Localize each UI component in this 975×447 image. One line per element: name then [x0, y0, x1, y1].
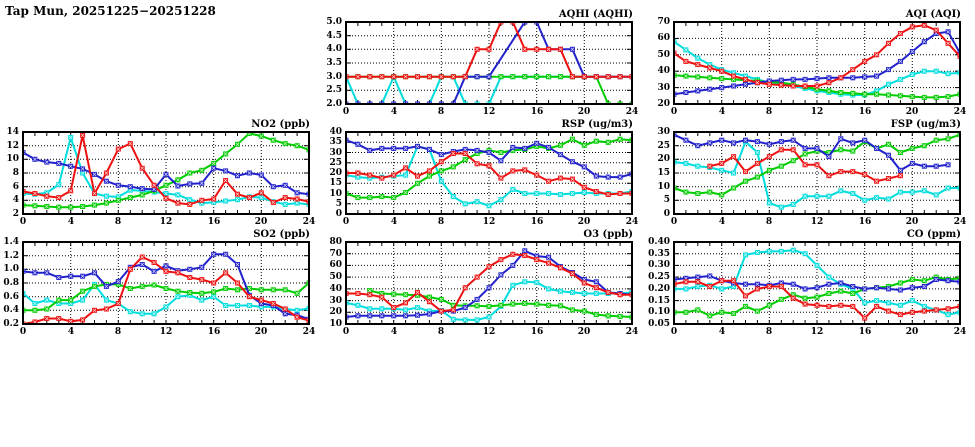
o3-x-tick-label: 16	[530, 327, 544, 337]
fsp-y-tick-label: 15	[657, 168, 670, 178]
fsp-y-tick-label: 0	[663, 209, 670, 219]
fsp-y-tick-label: 20	[657, 154, 670, 164]
rsp-y-tick-label: 40	[329, 127, 342, 137]
aqi-chart	[657, 9, 967, 117]
o3-chart	[329, 229, 639, 337]
aqi-y-tick-label: 50	[657, 50, 670, 60]
aqi-x-tick-label: 8	[765, 107, 773, 117]
co-y-tick-label: 0.25	[648, 272, 670, 282]
co-x-tick-label: 12	[810, 327, 824, 337]
aqhi-y-tick-label: 2.0	[326, 99, 342, 109]
o3-y-tick-label: 30	[329, 296, 342, 306]
rsp-y-tick-label: 0	[335, 209, 342, 219]
fsp-x-tick-label: 20	[905, 217, 919, 227]
no2-y-tick-label: 8	[12, 168, 19, 178]
rsp-x-tick-label: 24	[625, 217, 639, 227]
no2-x-tick-label: 24	[302, 217, 316, 227]
aqi-chart-title: AQI (AQI)	[905, 9, 961, 20]
co-chart	[648, 229, 967, 337]
aqhi-plot	[345, 21, 633, 105]
no2-y-tick-label: 4	[12, 195, 19, 205]
no2-y-tick-label: 6	[12, 182, 19, 192]
aqhi-x-tick-label: 12	[482, 107, 496, 117]
fsp-y-tick-label: 10	[657, 182, 670, 192]
co-x-tick-label: 24	[953, 327, 967, 337]
so2-y-tick-label: 1.4	[3, 237, 19, 247]
aqi-plot	[673, 21, 961, 105]
fsp-x-tick-label: 12	[810, 217, 824, 227]
fsp-chart-title: FSP (ug/m3)	[890, 119, 961, 130]
page-title: Tap Mun, 20251225−20251228	[5, 4, 216, 18]
no2-chart-title: NO2 (ppb)	[251, 119, 310, 130]
so2-x-tick-label: 12	[159, 327, 173, 337]
rsp-y-tick-label: 20	[329, 168, 342, 178]
o3-y-tick-label: 60	[329, 260, 342, 270]
rsp-y-tick-label: 30	[329, 148, 342, 158]
aqi-x-tick-label: 0	[670, 107, 678, 117]
no2-y-tick-label: 12	[6, 141, 19, 151]
so2-x-tick-label: 4	[67, 327, 75, 337]
aqhi-x-tick-label: 20	[577, 107, 591, 117]
aqhi-x-tick-label: 16	[530, 107, 544, 117]
aqi-y-tick-label: 40	[657, 66, 670, 76]
o3-chart-title: O3 (ppb)	[583, 229, 633, 240]
so2-y-tick-label: 1.0	[3, 264, 19, 274]
co-y-tick-label: 0.35	[648, 249, 670, 259]
rsp-x-tick-label: 0	[342, 217, 350, 227]
aqi-y-tick-label: 60	[657, 33, 670, 43]
co-x-tick-label: 8	[765, 327, 773, 337]
aqhi-y-tick-label: 3.0	[326, 72, 342, 82]
o3-y-tick-label: 10	[329, 319, 342, 329]
no2-x-tick-label: 16	[207, 217, 221, 227]
so2-y-tick-label: 1.2	[3, 251, 19, 261]
no2-x-tick-label: 20	[254, 217, 268, 227]
co-y-tick-label: 0.05	[648, 319, 670, 329]
aqhi-chart-title: AQHI (AQHI)	[558, 9, 633, 20]
fsp-plot	[673, 131, 961, 215]
so2-x-tick-label: 0	[19, 327, 27, 337]
fsp-x-tick-label: 4	[718, 217, 726, 227]
so2-y-tick-label: 0.4	[3, 305, 19, 315]
aqi-x-tick-label: 12	[810, 107, 824, 117]
aqhi-y-tick-label: 4.5	[326, 31, 342, 41]
co-chart-title: CO (ppm)	[906, 229, 961, 240]
fsp-x-tick-label: 16	[858, 217, 872, 227]
o3-x-tick-label: 24	[625, 327, 639, 337]
fsp-y-tick-label: 25	[657, 141, 670, 151]
o3-y-tick-label: 40	[329, 284, 342, 294]
co-x-tick-label: 0	[670, 327, 678, 337]
aqhi-y-tick-label: 3.5	[326, 58, 342, 68]
no2-x-tick-label: 0	[19, 217, 27, 227]
so2-chart-title: SO2 (ppb)	[253, 229, 310, 240]
no2-x-tick-label: 12	[159, 217, 173, 227]
fsp-x-tick-label: 0	[670, 217, 678, 227]
rsp-x-tick-label: 12	[482, 217, 496, 227]
rsp-x-tick-label: 20	[577, 217, 591, 227]
rsp-plot	[345, 131, 633, 215]
aqi-y-tick-label: 30	[657, 83, 670, 93]
so2-x-tick-label: 24	[302, 327, 316, 337]
aqi-y-tick-label: 20	[657, 99, 670, 109]
no2-chart	[6, 119, 316, 227]
no2-y-tick-label: 14	[6, 127, 19, 137]
fsp-chart	[657, 119, 967, 227]
rsp-x-tick-label: 16	[530, 217, 544, 227]
rsp-x-tick-label: 4	[390, 217, 398, 227]
rsp-chart-title: RSP (ug/m3)	[561, 119, 633, 130]
aqhi-x-tick-label: 0	[342, 107, 350, 117]
o3-x-tick-label: 4	[390, 327, 398, 337]
so2-x-tick-label: 16	[207, 327, 221, 337]
co-plot	[673, 241, 961, 325]
aqi-x-tick-label: 20	[905, 107, 919, 117]
fsp-x-tick-label: 24	[953, 217, 967, 227]
aqhi-y-tick-label: 2.5	[326, 85, 342, 95]
fsp-y-tick-label: 5	[663, 195, 670, 205]
so2-plot	[22, 241, 310, 325]
rsp-y-tick-label: 5	[335, 199, 342, 209]
o3-x-tick-label: 8	[437, 327, 445, 337]
aqi-x-tick-label: 24	[953, 107, 967, 117]
rsp-y-tick-label: 25	[329, 158, 342, 168]
rsp-x-tick-label: 8	[437, 217, 445, 227]
so2-y-tick-label: 0.8	[3, 278, 19, 288]
o3-x-tick-label: 20	[577, 327, 591, 337]
co-y-tick-label: 0.10	[648, 307, 670, 317]
so2-x-tick-label: 20	[254, 327, 268, 337]
o3-y-tick-label: 70	[329, 249, 342, 259]
aqi-x-tick-label: 4	[718, 107, 726, 117]
co-y-tick-label: 0.30	[648, 260, 670, 270]
aqi-y-tick-label: 70	[657, 17, 670, 27]
aqhi-x-tick-label: 24	[625, 107, 639, 117]
aqhi-y-tick-label: 5.0	[326, 17, 342, 27]
no2-plot	[22, 131, 310, 215]
co-y-tick-label: 0.15	[648, 296, 670, 306]
aqi-x-tick-label: 16	[858, 107, 872, 117]
so2-y-tick-label: 0.2	[3, 319, 19, 329]
no2-x-tick-label: 4	[67, 217, 75, 227]
co-y-tick-label: 0.40	[648, 237, 670, 247]
aqhi-y-tick-label: 4.0	[326, 44, 342, 54]
o3-x-tick-label: 12	[482, 327, 496, 337]
so2-y-tick-label: 0.6	[3, 292, 19, 302]
o3-y-tick-label: 50	[329, 272, 342, 282]
co-y-tick-label: 0.20	[648, 284, 670, 294]
no2-x-tick-label: 8	[114, 217, 122, 227]
co-x-tick-label: 4	[718, 327, 726, 337]
rsp-y-tick-label: 15	[329, 178, 342, 188]
aqhi-chart	[326, 9, 639, 117]
aqhi-x-tick-label: 4	[390, 107, 398, 117]
fsp-y-tick-label: 30	[657, 127, 670, 137]
no2-y-tick-label: 2	[12, 209, 19, 219]
co-x-tick-label: 20	[905, 327, 919, 337]
rsp-y-tick-label: 35	[329, 137, 342, 147]
o3-y-tick-label: 20	[329, 307, 342, 317]
o3-y-tick-label: 80	[329, 237, 342, 247]
o3-plot	[345, 241, 633, 325]
no2-y-tick-label: 10	[6, 154, 19, 164]
fsp-x-tick-label: 8	[765, 217, 773, 227]
o3-x-tick-label: 0	[342, 327, 350, 337]
so2-x-tick-label: 8	[114, 327, 122, 337]
co-x-tick-label: 16	[858, 327, 872, 337]
rsp-chart	[329, 119, 639, 227]
aqhi-x-tick-label: 8	[437, 107, 445, 117]
so2-chart	[3, 229, 316, 337]
rsp-y-tick-label: 10	[329, 189, 342, 199]
